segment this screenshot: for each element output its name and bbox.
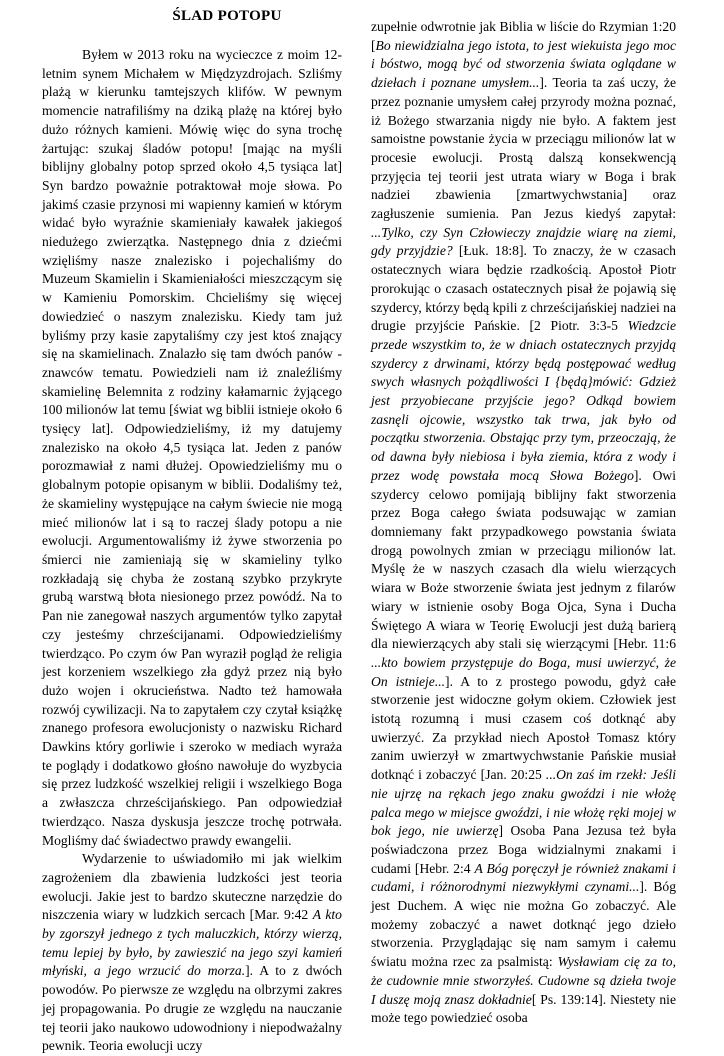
- text-run: ]. Teoria ta zaś uczy, że przez poznanie umysłem całej przyrody można poznać, iż Bożego stwarzania nigdy nie było. A faktem jest samoistne powstanie życia w przeciągu milionów lat w procesie ewolucji. Prostą dalszą konsekwencją przyjęcia tej teorii jest utrata wiary w Boga i brak nadziei zbawienia [zmartwychwstania] oraz zagłuszenie sumienia. Pan Jezus kiedyś zapytał:: [371, 75, 676, 222]
- text-run: Byłem w 2013 roku na wycieczce z moim 12-letnim synem Michałem w Międzyzdrojach. Szliśmy plażą w kierunku tamtejszych klifów. W pewnym momencie natrafiliśmy na dziką plażę na której było dużo różnych kamieni. Mówię więc do syna trochę żartując: szukaj śladów potopu! [mając na myśli biblijny globalny potop sprzed około 4,5 tysiąca lat] Syn bardzo poważnie potraktował moje słowa. Po jakimś czasie przynosi mi wapienny kamień w którym widać było wyraźnie skamieniały kawałek jakiegoś niedużego zwierzątka. Następnego dnia z dziećmi wzięliśmy nasze znalezisko i pojechaliśmy do Muzeum Skamielin i Skamieniałości mieszczącym się w Kamieniu Pomorskim. Chcieliśmy się więcej dowiedzieć o naszym znalezisku. Kiedy tam już byliśmy przy kasie zapytaliśmy czy jest ktoś znający się na skamielinach. Znalazło się tam dwóch panów - znawców tematu. Powiedzieli nam iż znaleźliśmy skamielinę Belemnita z rodziny kałamarnic żyjącego 100 milionów lat temu [świat wg biblii istnieje około 6 tysięcy lat]. Odpowiedzieliśmy, iż my datujemy znalezisko na około 4,5 tysiąca lat. Jeden z panów porozmawiał z nami dłużej. Opowiedzieliśmy mu o globalnym potopie opisanym w biblii. Dodaliśmy też, że skamieliny występujące na całym świecie nie mogą mieć milionów lat i są to raczej ślady potopu a nie ewolucji. Argumentowaliśmy iż żywe stworzenia po śmierci nie zamieniają się w skamieliny tylko rozkładają się chyba że zostaną szybko przykryte grubą warstwą błota niesionego przez powódź. Na to Pan nie zanegował naszych argumentów tylko zapytał czy jesteśmy chrześcijanami. Odpowiedzieliśmy twierdząco. Po czym ów Pan wyraził pogląd że religia jest korzeniem wszelkiego zła gdyż przez nią było dużo wojen i okrucieństwa. Nadto też hamowała rozwój cywilizacji. Na to zapytałem czy czytał książkę znanego profesora ewolucjonisty o nazwisku Richard Dawkins który gorliwie i szeroko w mediach wyraża te poglądy i dodatkowo głośno nawołuje do wyzbycia się przez ludzkość wszelkiej religii i wszelkiego Boga a zwłaszcza chrześcijańskiego. Pan odpowiedział twierdząco. Nasza dyskusja jeszcze trochę potrwała. Mogliśmy dać świadectwo prawdy ewangelii.: [42, 47, 342, 848]
- paragraph: [42, 850, 342, 1056]
- bible-quote: A Bóg poręczył je również znakami i cudami, i różnorodnymi niezwykłymi czynami...: [371, 860, 676, 895]
- text-run: ]. A to z dwóch powodów. Po pierwsze ze względu na olbrzymi zakres jej propagowania. Po drugie ze względu na nauczanie tej teorii jako naukowo udowodniony i niepodważalny pewnik. Teoria ewolucji uczy: [42, 963, 342, 1054]
- text-run: [ Ps. 139:14]. Niestety nie może tego powiedzieć osoba: [371, 991, 676, 1026]
- bible-quote: Bo niewidzialna jego istota, to jest wiekuista jego moc i bóstwo, mogą być od stworzenia świata oglądane w dziełach i poznane umysłem...: [371, 37, 676, 91]
- text-run: Wydarzenie to uświadomiło mi jak wielkim zagrożeniem dla zbawienia ludzkości jest teoria ewolucji. Jakie jest to bardzo skuteczne narzędzie do niszczenia wiary w ludzkich sercach [Mar. 9:42: [42, 851, 342, 923]
- text-run: ]. Owi szydercy celowo pomijają biblijny fakt stworzenia przez Boga całego świata podsuwając w zamian domniemany fakt przypadkowego powstania świata drogą powolnych zmian w przeciągu milionów lat. Myślę że w naszych czasach dla wielu wierzących wiara w Boże stworzenie świata jest jednym z filarów wiary w istnienie osoby Boga Ojca, Syna i Ducha Świętego A wiara w Teorię Ewolucji jest dużą barierą dla niewierzących aby stali się wierzącymi [Hebr. 11:6: [371, 467, 676, 652]
- text-run: ]. A to z prostego powodu, gdyż całe stworzenie jest widoczne gołym okiem. Człowiek jest istotą rozumną i musi czasem coś dotknąć aby uwierzyć. Za przykład niech Apostoł Tomasz który zanim uwierzył w zmartwychwstanie Pańskie musiał dotknąć i zobaczyć [Jan. 20:25: [371, 673, 676, 783]
- bible-quote: ...Tylko, czy Syn Człowieczy znajdzie wiarę na ziemi, gdy przyjdzie?: [371, 224, 676, 259]
- bible-quote: A kto by zgorszył jednego z tych maluczkich, którzy wierzą, temu lepiej by było, by zawieszić na jego szyi kamień młyński, a jego wrzucić do morza.: [42, 907, 342, 979]
- article-title: ŚLAD POTOPU: [172, 8, 282, 24]
- bible-quote: ...kto bowiem przystępuje do Boga, musi uwierzyć, że On istnieje...: [371, 654, 676, 689]
- bible-quote: ...On zaś im rzekł: Jeśli nie ujrzę na rękach jego znaku gwoździ i nie włożę palca mego w miejsce gwoździ, i nie włożę ręki mojej w bok jego, nie uwierzę: [371, 767, 676, 839]
- bible-quote: Wysławiam cię za to, że cudownie mnie stworzyłeś. Cudowne są dzieła twoje I duszę moją znasz dokładnie: [371, 954, 676, 1007]
- text-run: ]. Bóg jest Duchem. A więc nie można Go zobaczyć. Ale możemy zobaczyć a nawet dotknąć jego dzieło stworzenia. Przyglądając się nam samym i całemu światu można rzec za psalmistą:: [371, 879, 676, 970]
- text-run: zupełnie odwrotnie jak Biblia w liście do Rzymian 1:20 [: [371, 19, 676, 53]
- right-column: [371, 18, 676, 1026]
- bible-quote: Wiedzcie przede wszystkim to, że w dniach ostatecznych przyjdą szydercy z drwinami, którzy będą postępować według swych własnych pożądliwości I {będą}mówić: Gdzież jest przyobiecane przyjście jego? Odkąd bowiem zasnęli ojcowie, wszystko tak trwa, jak było od początku stworzenia. Obstając przy tym, przeoczają, że od dawna były niebiosa i była ziemia, która z wody i przez wodę powstała mocą Słowa Bożego: [371, 318, 676, 483]
- left-column: [42, 46, 342, 1054]
- text-run: ] Osoba Pana Jezusa też była poświadczona przez Boga widzialnymi znakami i cudami [Hebr. 2:4: [371, 823, 676, 876]
- paragraph: [371, 18, 676, 1028]
- paragraph: [42, 46, 342, 850]
- text-run: [Łuk. 18:8]. To znaczy, że w czasach ostatecznych wiara będzie rzadkością. Apostoł Piotr prorokując o czasach ostatecznych pisał że pojawią się szydercy, którzy będą kpili z chrześcijańskiej nadziei na drugie przyjście Pańskie. [2 Piotr. 3:3-5: [371, 243, 676, 334]
